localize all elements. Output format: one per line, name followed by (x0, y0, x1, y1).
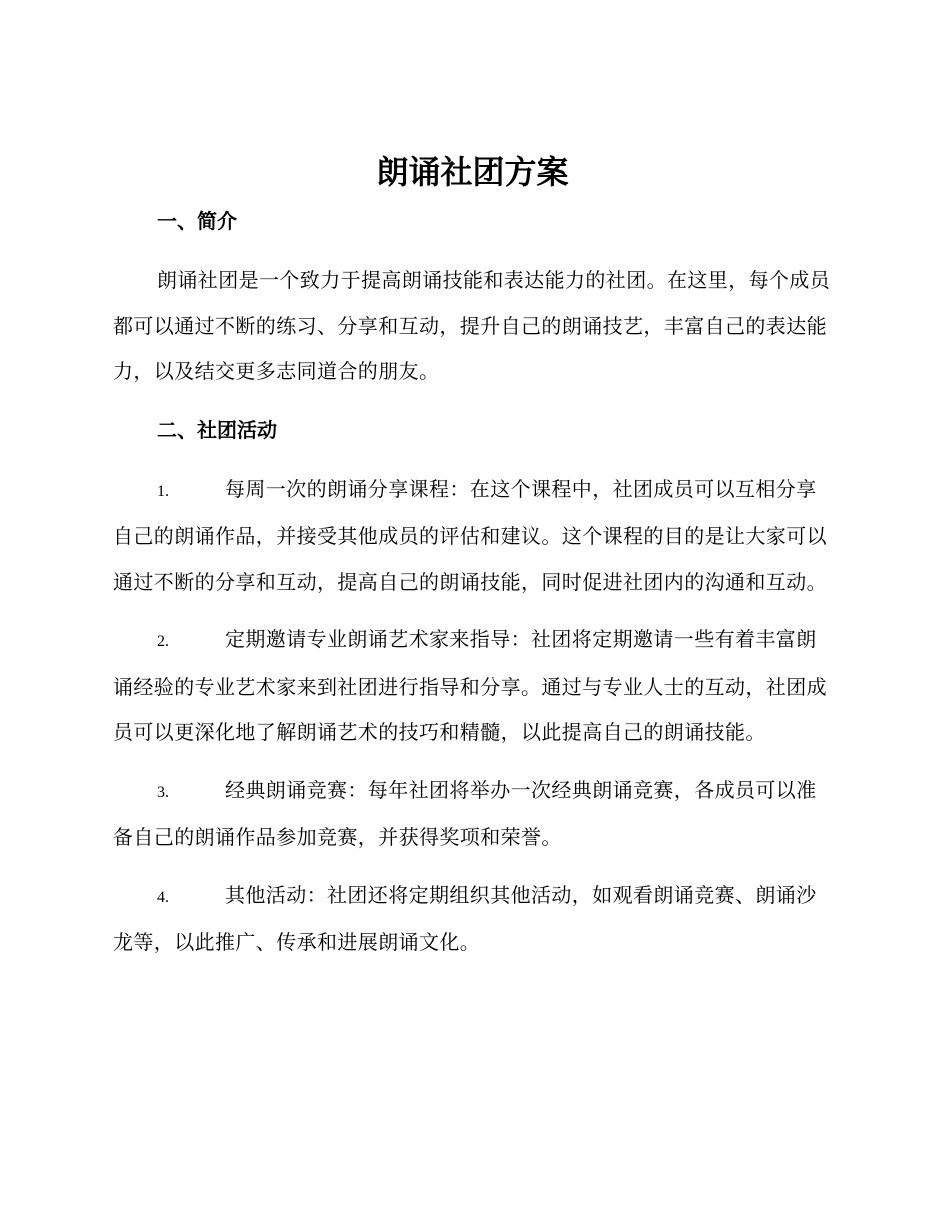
list-item-number: 4. (157, 888, 169, 906)
list-item-text: 其他活动：社团还将定期组织其他活动，如观看朗诵竞赛、朗诵沙龙等，以此推广、传承和进展朗诵文化。 (113, 882, 817, 954)
list-item-text: 每周一次的朗诵分享课程：在这个课程中，社团成员可以互相分享自己的朗诵作品，并接受其他成员的评估和建议。这个课程的目的是让大家可以通过不断的分享和互动，提高自己的朗诵技能，同时促进社团内的沟通和互动。 (113, 476, 827, 594)
list-item-number: 3. (157, 783, 169, 801)
intro-paragraph: 朗诵社团是一个致力于提高朗诵技能和表达能力的社团。在这里，每个成员都可以通过不断的练习、分享和互动，提升自己的朗诵技艺，丰富自己的表达能力，以及结交更多志同道合的朋友。 (113, 268, 831, 383)
list-item-text: 定期邀请专业朗诵艺术家来指导：社团将定期邀请一些有着丰富朗诵经验的专业艺术家来到社团进行指导和分享。通过与专业人士的互动，社团成员可以更深化地了解朗诵艺术的技巧和精髓，以此提高自己的朗诵技能。 (113, 627, 827, 744)
list-item (113, 617, 832, 756)
list-item (113, 768, 832, 861)
section-heading-intro: 一、简介 (157, 209, 237, 233)
list-item (113, 467, 832, 606)
section-heading-activities: 二、社团活动 (157, 417, 277, 442)
list-item-number: 2. (157, 633, 169, 650)
list-item-number: 1. (157, 482, 169, 500)
document-title: 朗诵社团方案 (376, 153, 569, 191)
list-item-text: 经典朗诵竞赛：每年社团将举办一次经典朗诵竞赛，各成员可以准备自己的朗诵作品参加竞赛，并获得奖项和荣誉。 (113, 777, 817, 849)
list-item (113, 873, 832, 966)
